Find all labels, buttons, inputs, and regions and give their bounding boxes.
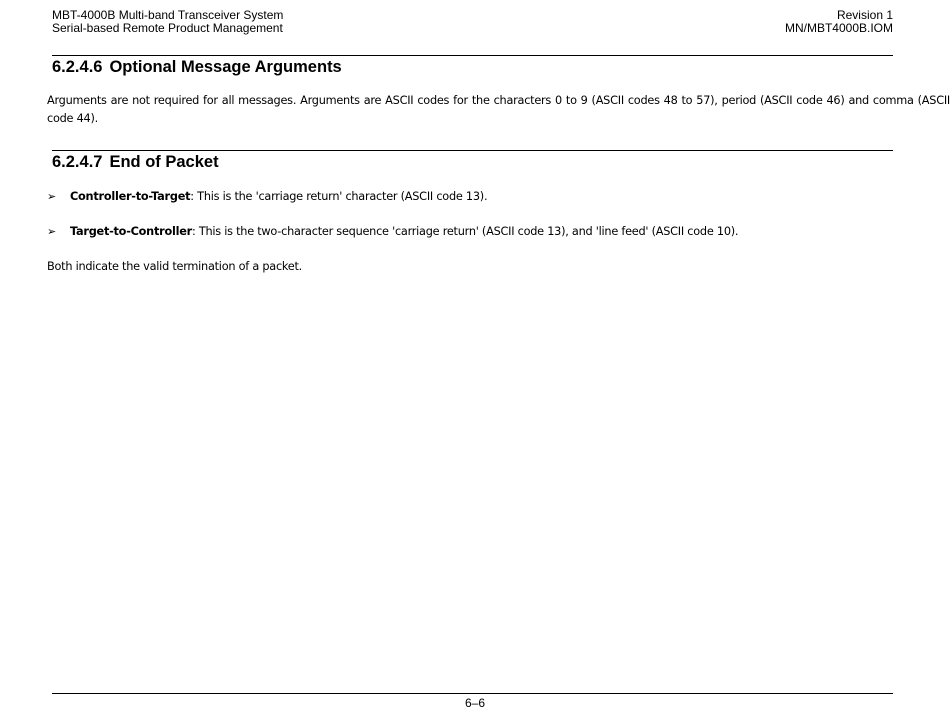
header-left <box>52 9 283 35</box>
section-rule <box>52 55 893 56</box>
bullet-text: : This is the 'carriage return' character (ASCII code 13). <box>190 190 488 203</box>
section-number: 6.2.4.6 <box>52 58 103 76</box>
bullet-target-to-controller <box>47 223 950 241</box>
header-right <box>785 9 893 35</box>
section-title: Optional Message Arguments <box>109 58 342 76</box>
document-title: MBT-4000B Multi-band Transceiver System <box>52 8 284 22</box>
page-header <box>52 9 893 41</box>
footer-rule <box>52 693 893 694</box>
termination-paragraph: Both indicate the valid termination of a packet. <box>47 260 303 273</box>
arrow-bullet-icon: ➢ <box>47 190 56 203</box>
section-title: End of Packet <box>109 153 219 171</box>
bullet-term: Controller-to-Target <box>70 190 191 203</box>
bullet-controller-to-target <box>47 188 950 206</box>
arrow-bullet-icon: ➢ <box>47 225 56 238</box>
section-number: 6.2.4.7 <box>52 153 103 171</box>
bullet-term: Target-to-Controller <box>70 225 192 238</box>
revision-label: Revision 1 <box>836 8 893 22</box>
bullet-text: : This is the two-character sequence 'carriage return' (ASCII code 13), and 'line feed' (ASCII code 10). <box>191 225 739 238</box>
section-heading <box>52 57 342 77</box>
section-rule <box>52 150 893 151</box>
manual-number: MN/MBT4000B.IOM <box>784 21 893 35</box>
arguments-paragraph: Arguments are not required for all messages. Arguments are ASCII codes for the characters 0 to 9 (ASCII codes 48 to 57), period (ASCII code 46) and comma (ASCII code 44). <box>47 94 950 125</box>
section-heading <box>52 152 219 172</box>
page-number: 6–6 <box>464 696 486 710</box>
chapter-title: Serial-based Remote Product Management <box>52 21 283 35</box>
